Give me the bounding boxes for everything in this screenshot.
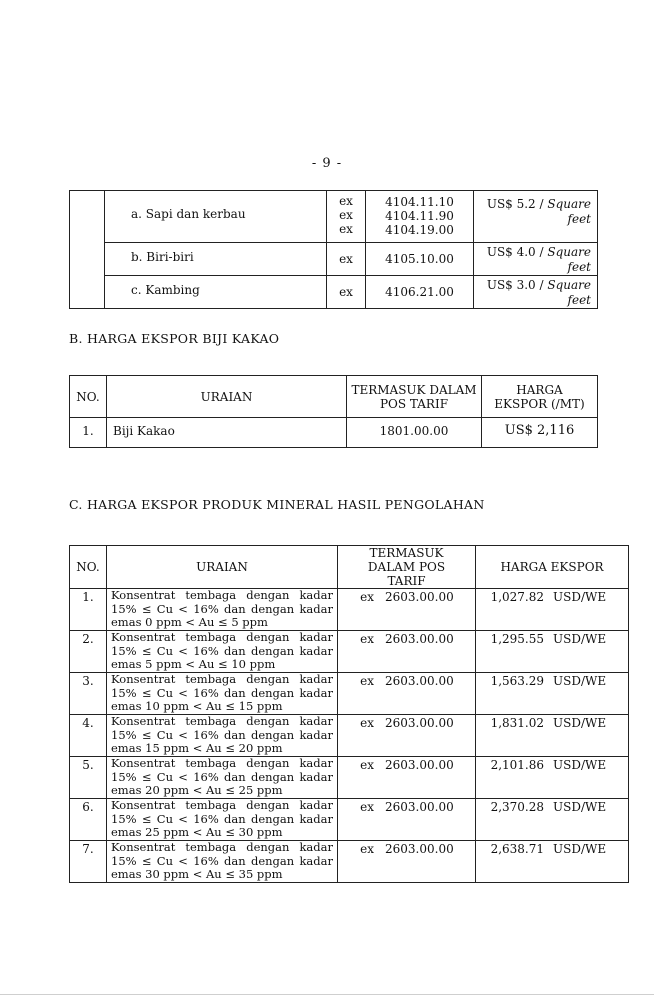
item-cell [105,243,327,276]
desc-line: 15% ≤ Cu < 16% dan dengan kadar [111,643,333,658]
price-value: US$ 4.0 / [486,245,548,259]
row-no: 6. [70,799,107,841]
table-row [70,276,598,309]
item-label: a. Sapi dan kerbau [131,207,246,221]
empty-cell [70,191,105,309]
desc-line: 15% ≤ Cu < 16% dan dengan kadar [111,853,333,868]
tariff-code: 4104.11.90 [385,209,454,223]
row-price [476,757,629,799]
header-price: HARGA EKSPOR (/MT) [482,376,598,418]
tariff-cell [366,276,474,309]
price-unit: Square feet [547,278,591,307]
row-tarif [338,673,476,715]
tariff-code: 2603.00.00 [385,800,454,814]
cocoa-price-table [69,375,598,448]
tariff-code: 4104.19.00 [385,223,454,237]
desc-line: emas 20 ppm < Au ≤ 25 ppm [111,783,283,797]
tariff-code: 4106.21.00 [385,285,454,299]
desc-line: Konsentrat tembaga dengan kadar [111,588,333,602]
tariff-cell [366,191,474,243]
price-value: 2,101.86 [490,758,544,772]
item-cell [105,191,327,243]
tariff-code: 4104.11.10 [385,195,454,209]
desc-line: emas 30 ppm < Au ≤ 35 ppm [111,867,283,881]
price-value: 2,638.71 [490,842,544,856]
tariff-code: 4105.10.00 [385,252,454,266]
ex-label: ex [339,252,353,266]
header-desc: URAIAN [107,546,338,589]
tariff-code: 2603.00.00 [385,632,454,646]
table-row [70,673,629,715]
price-value: 1,563.29 [490,674,544,688]
price-value: 1,027.82 [490,590,544,604]
header-tarif: TERMASUK DALAM POS TARIF [347,376,482,418]
ex-label: ex [360,716,374,730]
desc-line: Konsentrat tembaga dengan kadar [111,756,333,770]
row-no: 7. [70,841,107,883]
ex-label: ex [360,758,374,772]
price-value: 2,370.28 [490,800,544,814]
ex-cell [327,276,366,309]
desc-line: Konsentrat tembaga dengan kadar [111,840,333,854]
desc-line: Konsentrat tembaga dengan kadar [111,672,333,686]
row-desc [107,589,338,631]
desc-line: emas 10 ppm < Au ≤ 15 ppm [111,699,283,713]
table-row [70,418,598,448]
desc-line: Konsentrat tembaga dengan kadar [111,714,333,728]
price-value: US$ 3.0 / [486,278,548,292]
header-price: HARGA EKSPOR [476,546,629,589]
desc-line: emas 25 ppm < Au ≤ 30 ppm [111,825,283,839]
header-tarif: TERMASUK DALAM POS TARIF [338,546,476,589]
row-price [476,673,629,715]
desc-line: Konsentrat tembaga dengan kadar [111,798,333,812]
ex-label: ex [339,285,353,299]
row-price: US$ 2,116 [482,418,598,448]
ex-label: ex [360,674,374,688]
row-desc [107,715,338,757]
table-header-row [70,546,629,589]
table-row [70,715,629,757]
row-tarif [338,715,476,757]
price-unit: Square feet [547,245,591,274]
page-number: - 9 - [311,156,343,171]
header-no: NO. [70,546,107,589]
row-price [476,589,629,631]
row-tarif [338,841,476,883]
price-unit: USD/WE [553,590,607,604]
price-value: 1,295.55 [490,632,544,646]
row-no: 3. [70,673,107,715]
row-desc [107,631,338,673]
price-unit: USD/WE [553,674,607,688]
price-unit: USD/WE [553,800,607,814]
row-no: 1. [70,418,107,448]
row-desc [107,757,338,799]
desc-line: 15% ≤ Cu < 16% dan dengan kadar [111,685,333,700]
row-no: 4. [70,715,107,757]
ex-label: ex [339,208,353,222]
row-tarif [338,757,476,799]
section-b-heading: B. HARGA EKSPOR BIJI KAKAO [69,331,280,346]
desc-line: emas 5 ppm < Au ≤ 10 ppm [111,657,276,671]
row-tarif [338,589,476,631]
table-row [70,243,598,276]
price-unit: USD/WE [553,842,607,856]
row-price [476,841,629,883]
ex-label: ex [339,194,353,208]
ex-cell [327,191,366,243]
item-label: b. Biri-biri [131,250,194,264]
ex-label: ex [360,632,374,646]
table-row [70,799,629,841]
section-c-heading: C. HARGA EKSPOR PRODUK MINERAL HASIL PENGOLAHAN [69,497,485,512]
table-row [70,631,629,673]
table-header-row [70,376,598,418]
header-no: NO. [70,376,107,418]
item-label: c. Kambing [131,283,200,297]
table-row [70,841,629,883]
table-row [70,757,629,799]
header-desc: URAIAN [107,376,347,418]
row-desc: Biji Kakao [107,418,347,448]
desc-line: emas 15 ppm < Au ≤ 20 ppm [111,741,283,755]
row-price [476,715,629,757]
desc-line: emas 0 ppm < Au ≤ 5 ppm [111,615,268,629]
item-cell [105,276,327,309]
row-desc [107,799,338,841]
desc-line: 15% ≤ Cu < 16% dan dengan kadar [111,769,333,784]
table-row [70,191,598,243]
price-cell [474,243,598,276]
price-value: 1,831.02 [490,716,544,730]
page-bottom-rule [0,994,654,995]
row-no: 2. [70,631,107,673]
desc-line: 15% ≤ Cu < 16% dan dengan kadar [111,811,333,826]
row-tarif [338,631,476,673]
price-cell [474,191,598,243]
ex-cell [327,243,366,276]
desc-line: 15% ≤ Cu < 16% dan dengan kadar [111,727,333,742]
table-row [70,589,629,631]
ex-label: ex [360,590,374,604]
tariff-code: 2603.00.00 [385,842,454,856]
price-cell [474,276,598,309]
row-no: 1. [70,589,107,631]
tariff-code: 2603.00.00 [385,590,454,604]
row-price [476,799,629,841]
price-unit: Square feet [547,197,591,226]
desc-line: 15% ≤ Cu < 16% dan dengan kadar [111,601,333,616]
ex-label: ex [339,222,353,236]
row-desc [107,673,338,715]
price-unit: USD/WE [553,758,607,772]
leather-price-table [69,190,598,309]
price-value: US$ 5.2 / [486,197,548,211]
desc-line: Konsentrat tembaga dengan kadar [111,630,333,644]
tariff-code: 2603.00.00 [385,758,454,772]
price-unit: USD/WE [553,632,607,646]
row-tarif [338,799,476,841]
row-desc [107,841,338,883]
row-price [476,631,629,673]
tariff-code: 2603.00.00 [385,674,454,688]
ex-label: ex [360,800,374,814]
tariff-code: 2603.00.00 [385,716,454,730]
ex-label: ex [360,842,374,856]
row-tarif: 1801.00.00 [347,418,482,448]
tariff-cell [366,243,474,276]
row-no: 5. [70,757,107,799]
price-unit: USD/WE [553,716,607,730]
mineral-price-table [69,545,629,883]
